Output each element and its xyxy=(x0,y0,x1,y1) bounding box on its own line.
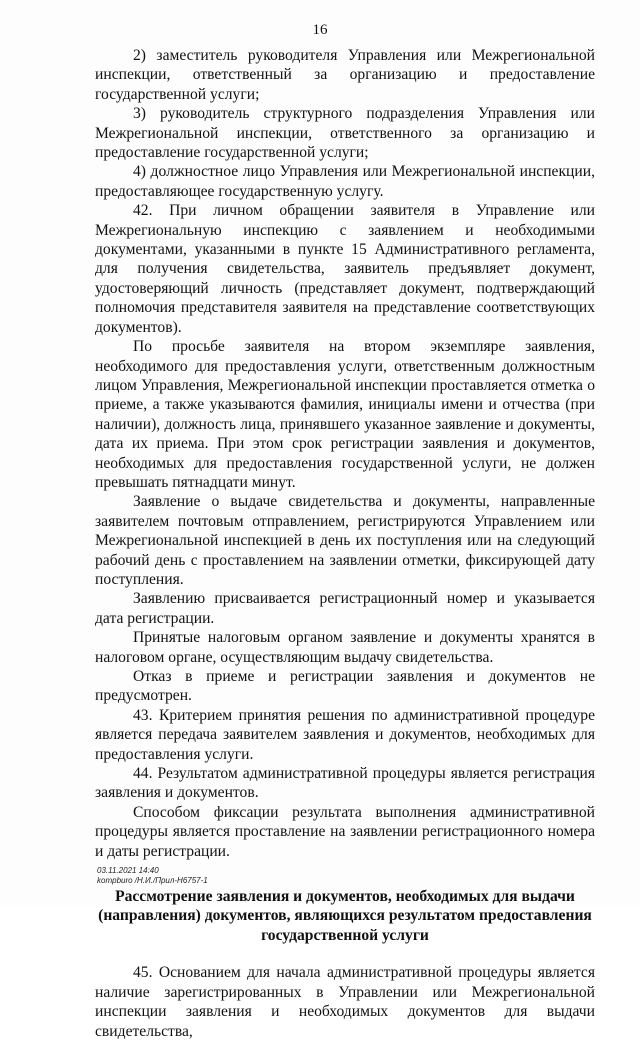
paragraph: 42. При личном обращении заявителя в Управление или Межрегиональную инспекцию с заявлением и необходимыми документами, указанными в пункте 15 Административного регламента, для получения свидетельства, заявитель предъявляет документ, удостоверяющий личность (представляет документ, подтверждающий полномочия представителя заявителя на представление соответствующих документов). xyxy=(95,202,595,336)
paragraph: 43. Критерием принятия решения по административной процедуре является передача заявителем заявления и документов, необходимых для предоставления услуги. xyxy=(95,706,595,763)
paragraph: Заявление о выдаче свидетельства и документы, направленные заявителем почтовым отправлением, регистрируются Управлением или Межрегиональной инспекцией в день их поступления или на следующий рабочий день с проставлением на заявлении отметки, фиксирующей дату поступления. xyxy=(95,493,595,588)
document-body xyxy=(95,46,595,1041)
paragraph: Принятые налоговым органом заявление и документы хранятся в налоговом органе, осуществляющим выдачу свидетельства. xyxy=(95,629,595,666)
paragraph: 4) должностное лицо Управления или Межрегиональной инспекции, предоставляющее государственную услугу. xyxy=(95,163,595,200)
page-number: 16 xyxy=(312,22,328,38)
footer-date: 03.11.2021 14:40 xyxy=(97,866,159,875)
paragraph: 3) руководитель структурного подразделения Управления или Межрегиональной инспекции, ответственного за организацию и предоставление государственной услуги; xyxy=(95,105,595,162)
paragraph: 44. Результатом административной процедуры является регистрация заявления и документов. xyxy=(95,765,595,802)
paragraph: По просьбе заявителя на втором экземпляре заявления, необходимого для предоставления услуги, ответственным должностным лицом Управления, Межрегиональной инспекции проставляется отметка о приеме, а также указываются фамилия, инициалы имени и отчества (при наличии), должность лица, принявшего указанное заявление и документы, дата их приема. При этом срок регистрации заявления и документов, необходимых для предоставления государственной услуги, не должен превышать пятнадцати минут. xyxy=(95,338,595,491)
paragraph: 45. Основанием для начала административной процедуры является наличие зарегистрированных в Управлении или Межрегиональной инспекции заявления и необходимых документов для выдачи свидетельства, xyxy=(95,964,595,1040)
footer-stamp xyxy=(97,866,208,886)
footer-signature: kompburo /Н.И./Прил-Н6757-1 xyxy=(97,876,208,885)
section-heading: Рассмотрение заявления и документов, необходимых для выдачи (направления) документов, являющихся результатом предоставления государственной услуги xyxy=(98,888,592,944)
paragraph: 2) заместитель руководителя Управления или Межрегиональной инспекции, ответственный за организацию и предоставление государственной услуги; xyxy=(95,47,595,103)
paragraph: Отказ в приеме и регистрации заявления и документов не предусмотрен. xyxy=(95,668,595,705)
paragraph: Способом фиксации результата выполнения административной процедуры является проставление на заявлении регистрационного номера и даты регистрации. xyxy=(95,803,595,860)
paragraph: Заявлению присваивается регистрационный номер и указывается дата регистрации. xyxy=(95,590,595,627)
